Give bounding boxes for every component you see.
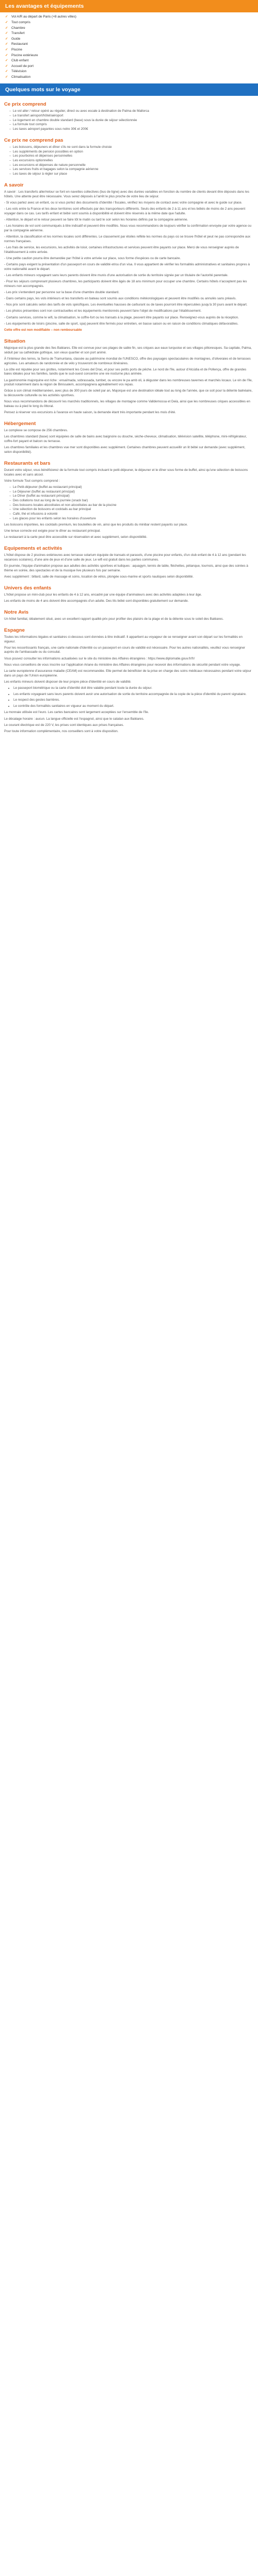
list-item: – Une sélection de boissons et cocktails au bar principal: [9, 507, 254, 512]
paragraph: La monnaie utilisée est l'euro. Les cartes bancaires sont largement acceptées sur l'ensemble de l'île.: [4, 710, 149, 715]
check-icon: ✓: [5, 75, 8, 79]
section-title: Notre Avis: [4, 609, 29, 615]
paragraph: Les enfants de moins de 4 ans doivent être accompagnés d'un adulte. Des lits bébé sont disponibles gratuitement sur demande.: [4, 599, 189, 603]
advantage-label: Piscine extérieure: [11, 53, 38, 57]
advantage-item: [5, 47, 258, 53]
bullet-list: [4, 145, 254, 177]
paragraph: Le décalage horaire : aucun. La langue officielle est l'espagnol, ainsi que le catalan aux Baléares.: [4, 717, 144, 721]
paragraph: Majorque est la plus grande des îles Baléares. Elle est connue pour ses plages de sable fin, ses criques aux eaux turquoise et ses villages pittoresques. Sa capitale, Palma, séduit par sa cathédrale gothique, son vieux quartier et son port animé.: [4, 346, 252, 354]
advantage-item: [5, 58, 258, 64]
paragraph: La gastronomie majorquine est riche : ensaïmada, sobrassada, tumbet, ou encore le pa amb oli, à déguster dans les nombreuses tavernes et marchés locaux. Le vin de l'île, produit notamment dans la région de Binissalem, accompagnera agréablement vos repas.: [4, 378, 253, 387]
advantage-item: [5, 64, 258, 70]
advantage-item: [5, 69, 258, 75]
advantage-item: [5, 42, 258, 47]
quick-info-header: Quelques mots sur le voyage: [0, 83, 258, 96]
advantage-label: Vol A/R au départ de Paris (+8 autres villes): [11, 15, 76, 19]
section-title: Restaurants et bars: [4, 460, 51, 466]
paragraph: Le complexe se compose de 256 chambres.: [4, 429, 68, 433]
bullet-list: [4, 686, 254, 709]
paragraph: Grâce à son climat méditerranéen, avec plus de 300 jours de soleil par an, Majorque est une destination idéale tout au long de l'année, que ce soit pour la détente balnéaire, la découverte culturelle ou les activités sportives.: [4, 389, 253, 398]
section-title: Equipements et activités: [4, 545, 62, 551]
paragraph: - Les équipements de loisirs (piscine, salle de sport, spa) peuvent être fermés pour entretien, en basse saison ou en raison de conditions climatiques défavorables.: [4, 321, 238, 326]
paragraph: L'hôtel propose un mini-club pour les enfants de 4 à 12 ans, encadré par une équipe d'animateurs avec des activités adaptées à leur âge.: [4, 592, 202, 597]
list-item: – Les pourboires et dépenses personnelles: [9, 154, 254, 159]
advantage-item: [5, 26, 258, 31]
check-icon: ✓: [5, 48, 8, 52]
advantage-label: Tout compris: [11, 21, 30, 25]
check-icon: ✓: [5, 31, 8, 36]
paragraph: Nous vous recommandons de découvrir les marchés traditionnels, les villages de montagne comme Valldemossa et Deià, ainsi que les nombreuses criques accessibles en bateau ou à pied le long du littoral.: [4, 400, 250, 409]
list-item: – Les taxes de séjour à régler sur place: [9, 172, 254, 177]
list-item: – La formule tout compris: [9, 123, 254, 127]
advantage-label: Transfert: [11, 31, 25, 36]
advantage-label: Climatisation: [11, 75, 31, 79]
paragraph: Pour les ressortissants français, une carte nationale d'identité ou un passeport en cours de validité est nécessaire. Pour les autres nationalités, veuillez vous renseigner auprès de l'ambassade ou du consulat.: [4, 646, 246, 654]
check-icon: ✓: [5, 42, 8, 46]
paragraph: A savoir : Les transferts aller/retour se font en navettes collectives (bus de ligne) avec des durées variables en fonction du nombre de clients devant être déposés dans les hôtels. Une attente peut être nécessaire. Vous serez déposés à l'arrêt le plus proche de votre lieu de séjour.: [4, 190, 249, 198]
advantage-label: Télévision: [11, 70, 27, 74]
section-title: Ce prix comprend: [4, 101, 46, 108]
paragraph: Cette offre est non modifiable – non remboursable: [4, 328, 82, 332]
advantages-list: [5, 14, 258, 80]
paragraph: Toutes les informations légales et sanitaires ci-dessous sont données à titre indicatif. Il appartient au voyageur de se renseigner avant son départ sur les formalités en vigueur.: [4, 635, 243, 643]
paragraph: Les chambres familiales et les chambres vue mer sont disponibles avec supplément. Certaines chambres peuvent accueillir un lit bébé sur demande (avec supplément, selon disponibilité).: [4, 446, 246, 454]
paragraph: - Une petite caution pourra être demandée par l'hôtel à votre arrivée sur place, sous forme d'espèces ou de carte bancaire.: [4, 256, 181, 260]
paragraph: - Dans certains pays, les vols intérieurs et les transferts en bateau sont soumis aux conditions météorologiques et peuvent être modifiés ou annulés sans préavis.: [4, 297, 237, 301]
paragraph: Pensez à réserver vos excursions à l'avance en haute saison, la demande étant très importante pendant les mois d'été.: [4, 411, 176, 415]
paragraph: Avec supplément : billard, salle de massage et soins, location de vélos, plongée sous-marine et sports nautiques selon disponibilité.: [4, 574, 194, 579]
section-title: Espagne: [4, 627, 25, 633]
paragraph: Les chambres standard (base) sont équipées de salle de bains avec baignoire ou douche, sèche-cheveux, climatisation, télévision satellite, téléphone, mini-réfrigérateur, coffre-fort payant et balcon ou terrasse.: [4, 435, 247, 444]
list-item: – Les excursions optionnelles: [9, 159, 254, 163]
paragraph: - Les prix s'entendent par personne sur la base d'une chambre double standard.: [4, 290, 120, 294]
list-item: – Les suppléments de pension possibles en option: [9, 150, 254, 155]
paragraph: Un hôtel familial, idéalement situé, avec un excellent rapport qualité-prix pour profiter des plaisirs de la plage et de la détente sous le soleil des Baléares.: [4, 617, 224, 621]
bullet-list: [4, 485, 254, 521]
paragraph: - Certains services, comme le wifi, la climatisation, le coffre-fort ou les transats à la plage, peuvent être payants sur place. Renseignez-vous auprès de la réception.: [4, 315, 239, 319]
check-icon: ✓: [5, 26, 8, 30]
check-icon: ✓: [5, 64, 8, 68]
list-item: – Les glaces pour les enfants selon les horaires d'ouverture: [9, 517, 254, 521]
paragraph: Le courant électrique est de 220 V, les prises sont identiques aux prises françaises.: [4, 723, 124, 727]
check-icon: ✓: [5, 53, 8, 57]
list-item: • Les enfants voyageant sans leurs parents doivent avoir une autorisation de sortie du territoire accompagnée de la copie de la pièce d'identité du parent signataire.: [13, 692, 254, 697]
list-item: • Le respect des gestes barrières.: [13, 698, 254, 703]
section-title: Situation: [4, 338, 26, 344]
paragraph: Le restaurant à la carte peut être accessible sur réservation et avec supplément, selon disponibilité.: [4, 535, 148, 539]
check-icon: ✓: [5, 59, 8, 63]
list-item: – Des collations tout au long de la journée (snack bar): [9, 499, 254, 503]
section-title: A savoir: [4, 182, 24, 188]
list-item: – Le Dîner (buffet au restaurant principal): [9, 494, 254, 499]
list-item: • Le passeport biométrique ou la carte d'identité doit être valable pendant toute la durée du séjour.: [13, 686, 254, 691]
section-title: Ce prix ne comprend pas: [4, 137, 63, 143]
paragraph: La côte est réputée pour ses grottes, notamment les Coves del Drac, et pour ses petits ports de pêche. Le nord de l'île, autour d'Alcúdia et de Pollença, offre de grandes baies idéales pour les familles, tandis que le sud-ouest concentre une vie nocturne plus animée.: [4, 367, 247, 376]
list-item: – Les services fruits et bagages selon la compagnie aérienne: [9, 167, 254, 172]
paragraph: Vous pouvez consulter les informations actualisées sur le site du ministère des Affaires étrangères : https://www.diplomatie.gouv.fr/fr/: [4, 656, 195, 660]
advantage-label: Restaurant: [11, 42, 28, 46]
advantages-header: Les avantages et équipements: [0, 0, 258, 12]
advantage-item: [5, 53, 258, 59]
paragraph: - Certains pays exigent la présentation d'un passeport en cours de validité et/ou d'un visa. Il vous appartient de vérifier les formalités administratives et sanitaires propres à votre nationalité avant le départ.: [4, 262, 250, 271]
paragraph: - Les vols entre la France et les deux territoires sont effectués par des transporteurs différents. Seuls des enfants de 2 à 11 ans et les bébés de moins de 2 ans peuvent voyager dans ce cas. Les tarifs enfant et bébé sont soumis à disponibilité et doivent être réservés à la même date que l'adulte.: [4, 207, 246, 215]
paragraph: Une tenue correcte est exigée pour le dîner au restaurant principal.: [4, 529, 101, 533]
paragraph: Pour toute information complémentaire, nos conseillers sont à votre disposition.: [4, 729, 119, 733]
paragraph: En journée, l'équipe d'animation propose aux adultes des activités sportives et ludiques : aquagym, tennis de table, fléchettes, pétanque, tournois, ainsi que des soirées à thème en soirée, des spectacles et de la musique live plusieurs fois par semaine.: [4, 564, 248, 572]
paragraph: À l'intérieur des terres, la Serra de Tramuntana, classée au patrimoine mondial de l'UNESCO, offre des paysages spectaculaires de montagnes, d'oliveraies et de terrasses agricoles. Les amateurs de randonnée et de vélo y trouveront de nombreux itinéraires.: [4, 357, 251, 365]
list-item: – Le transfert aéroport/hôtel/aéroport: [9, 114, 254, 118]
list-item: – Des boissons locales alcoolisées et non alcoolisées au bar de la piscine: [9, 503, 254, 508]
paragraph: - Pour les séjours comprenant plusieurs chambres, les participants doivent être âgés de 18 ans minimum pour occuper une chambre. Certains hôtels n'acceptent pas les mineurs non accompagnés.: [4, 280, 247, 288]
advantage-label: Guide: [11, 37, 21, 41]
list-item: – Le Déjeuner (buffet au restaurant principal): [9, 490, 254, 495]
paragraph: - Si vous partez avec un enfant, ou si vous portez des documents d'identité / fiscales, vérifiez les moyens de contact avec votre compagnie et avec le guide sur place.: [4, 200, 243, 205]
list-item: – Le logement en chambre double standard (base) sous la durée de séjour sélectionnée: [9, 118, 254, 123]
paragraph: Nous vous conseillons de vous inscrire sur l'application Ariane du ministère des Affaires étrangères pour recevoir des informations de sécurité pendant votre voyage.: [4, 663, 241, 667]
paragraph: Les enfants mineurs doivent disposer de leur propre pièce d'identité en cours de validité.: [4, 680, 132, 684]
list-item: – Le Petit-déjeuner (buffet au restaurant principal): [9, 485, 254, 490]
page: [0, 0, 258, 740]
advantage-item: [5, 37, 258, 42]
advantage-item: [5, 31, 258, 37]
paragraph: Durant votre séjour, vous bénéficierez de la formule tout compris incluant le petit-déjeuner, le déjeuner et le dîner sous forme de buffet, ainsi qu'une sélection de boissons locales avec et sans alcool.: [4, 468, 248, 477]
list-item: – Les boissons, déjeuners et dîner s'ils ne sont dans la formule choisie: [9, 145, 254, 150]
list-item: – Café, thé et infusions à volonté: [9, 512, 254, 517]
advantage-item: [5, 20, 258, 26]
paragraph: L'hôtel dispose de 2 piscines extérieures avec terrasse solarium équipée de transats et parasols, d'une piscine pour enfants, d'un club enfant de 4 à 12 ans (pendant les vacances scolaires), d'une aire de jeux et d'une salle de jeux. Le wifi est gratuit dans les parties communes.: [4, 553, 246, 562]
advantage-item: [5, 75, 258, 80]
advantage-label: Chambre: [11, 26, 25, 30]
section-title: Hébergement: [4, 420, 36, 427]
section-title: Univers des enfants: [4, 585, 52, 591]
paragraph: - Les horaires de vol sont communiqués à titre indicatif et peuvent être modifiés. Nous vous recommandons de toujours vérifier la confirmation envoyée par votre agence ou par la compagnie aérienne.: [4, 224, 252, 232]
paragraph: - Attention, le départ et le retour peuvent se faire tôt le matin ou tard le soir selon les horaires définis par la compagnie aérienne.: [4, 217, 188, 222]
paragraph: - Les photos présentées sont non contractuelles et les équipements mentionnés peuvent faire l'objet de modifications par l'établissement.: [4, 309, 202, 313]
check-icon: ✓: [5, 70, 8, 74]
advantage-item: [5, 14, 258, 20]
content: [0, 101, 258, 740]
paragraph: Votre formule Tout compris comprend :: [4, 479, 60, 483]
check-icon: ✓: [5, 37, 8, 41]
list-item: – Les excursions et dépenses de nature personnelle: [9, 163, 254, 168]
paragraph: - Nos prix sont calculés selon des tarifs de vols spécifiques. Les éventuelles hausses de carburant ou de taxes pourront être répercutées jusqu'à 30 jours avant le départ.: [4, 303, 248, 307]
list-item: – Les taxes aéroport payantes sous notre 30€ et 200€: [9, 127, 254, 132]
check-icon: ✓: [5, 15, 8, 19]
bullet-list: [4, 109, 254, 131]
list-item: • Le contrôle des formalités sanitaires en vigueur au moment du départ.: [13, 704, 254, 709]
check-icon: ✓: [5, 21, 8, 25]
paragraph: - Attention, la classification et les normes locales sont différentes. Le classement par étoiles reflète les normes du pays où se trouve l'hôtel et peut ne pas correspondre aux normes françaises.: [4, 235, 251, 243]
paragraph: La carte européenne d'assurance maladie (CEAM) est recommandée. Elle permet de bénéficier de la prise en charge des soins médicaux nécessaires pendant votre séjour dans un pays de l'Union européenne.: [4, 669, 251, 677]
paragraph: - Les frais de service, les excursions, les activités de loisir, certaines infrastructures et services peuvent être payants sur place. Merci de vous renseigner auprès de l'établissement à votre arrivée.: [4, 245, 239, 254]
advantage-label: Club enfant: [11, 59, 29, 63]
paragraph: - Les enfants mineurs voyageant sans leurs parents doivent être munis d'une autorisation de sortie du territoire signée par un titulaire de l'autorité parentale.: [4, 273, 229, 277]
advantage-label: Piscine: [11, 48, 22, 52]
list-item: – Le vol aller / retour opéré au régulier, direct ou avec escale à destination de Palma de Mallorca: [9, 109, 254, 114]
paragraph: Les boissons importées, les cocktails premium, les bouteilles de vin, ainsi que les produits du minibar restent payants sur place.: [4, 522, 188, 527]
advantage-label: Accueil de port: [11, 64, 34, 68]
